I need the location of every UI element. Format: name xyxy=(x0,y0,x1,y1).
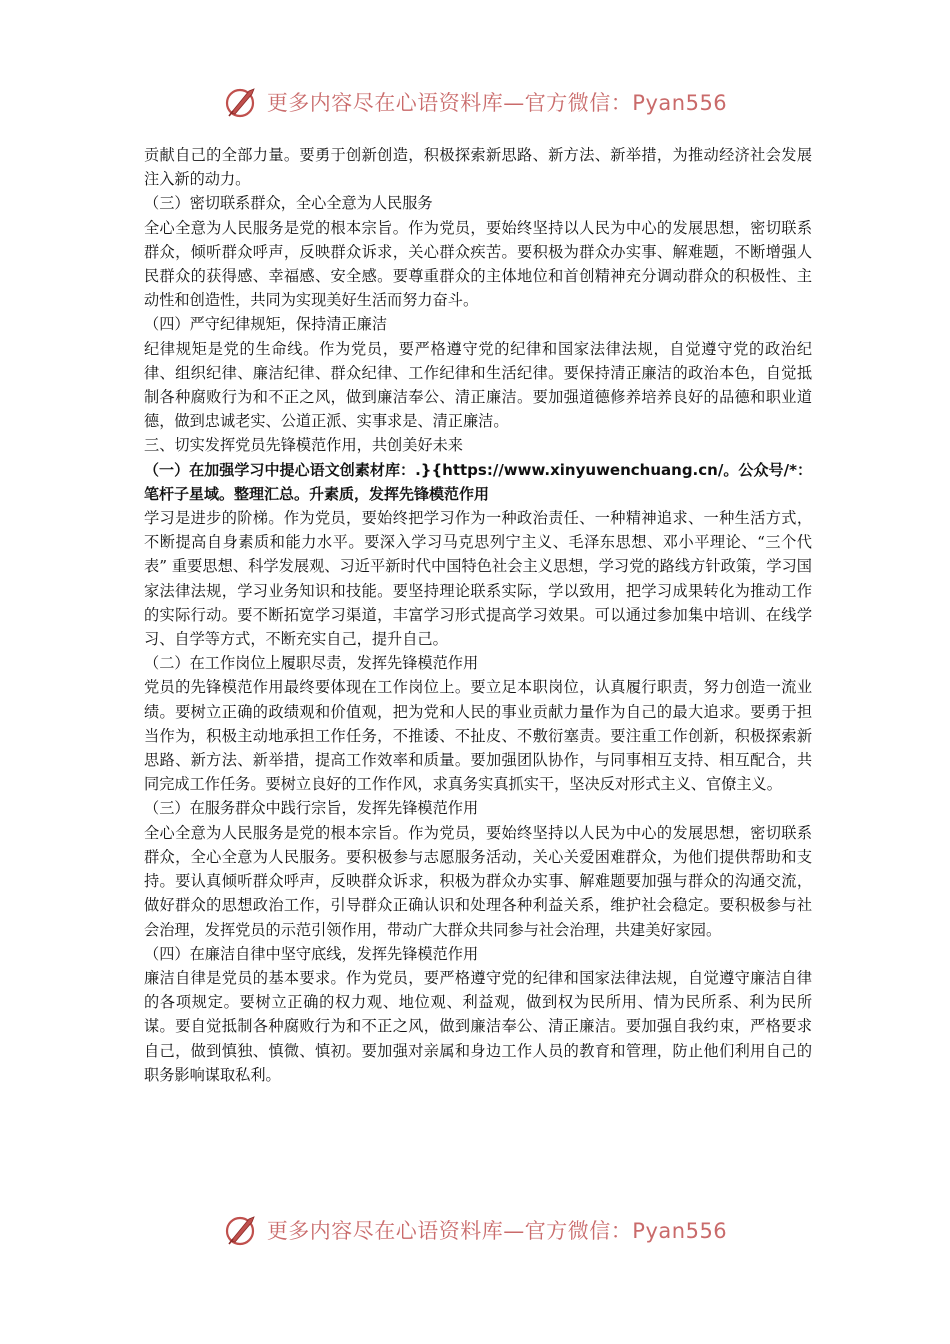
body-paragraph: 全心全意为人民服务是党的根本宗旨。作为党员，要始终坚持以人民为中心的发展思想，密切联系群众，倾听群众呼声，反映群众诉求，关心群众疾苦。要积极为群众办实事、解难题，不断增强人民群众的获得感、幸福感、安全感。要尊重群众的主体地位和首创精神充分调动群众的积极性、主动性和创造性，共同为实现美好生活而努力奋斗。 xyxy=(144,218,812,310)
body-paragraph: 贡献自己的全部力量。要勇于创新创造，积极探索新思路、新方法、新举措，为推动经济社会发展注入新的动力。 xyxy=(144,146,812,189)
banner-text: 更多内容尽在心语资料库—官方微信：Pyan556 xyxy=(266,1219,728,1243)
footer-banner xyxy=(0,1210,950,1250)
body-paragraph: 全心全意为人民服务是党的根本宗旨。作为党员，要始终坚持以人民为中心的发展思想，密切联系群众，全心全意为人民服务。要积极参与志愿服务活动，关心关爱困难群众，为他们提供帮助和支持。要认真倾听群众呼声，反映群众诉求，积极为群众办实事、解难题要加强与群众的沟通交流，做好群众的思想政治工作，引导群众正确认识和处理各种利益关系，维护社会稳定。要积极参与社会治理，发挥党员的示范引领作用，带动广大群众共同参与社会治理，共建美好家园。 xyxy=(144,823,812,939)
quill-pen-icon xyxy=(223,83,261,121)
banner-text: 更多内容尽在心语资料库—官方微信：Pyan556 xyxy=(266,91,728,115)
quill-pen-icon xyxy=(223,1211,261,1249)
section-heading: （三）密切联系群众，全心全意为人民服务 xyxy=(144,194,433,213)
body-paragraph: 学习是进步的阶梯。作为党员，要始终把学习作为一种政治责任、一种精神追求、一种生活方式，不断提高自身素质和能力水平。要深入学习马克思列宁主义、毛泽东思想、邓小平理论、“三个代表” 重要思想、科学发展观、习近平新时代中国特色社会主义思想，学习党的路线方针政策，学习国家法律法规，学习业务知识和技能。要坚持理论联系实际，学以致用，把学习成果转化为推动工作的实际行动。要不断拓宽学习渠道，丰富学习形式提高学习效果。可以通过参加集中培训、在线学习、自学等方式，不断充实自己，提升自己。 xyxy=(144,509,812,649)
bold-heading: （一）在加强学习中提心语文创素材库：.}{https://www.xinyuwenchuang.cn/。公众号/*：笔杆子星域。整理汇总。升素质，发挥先锋模范作用 xyxy=(144,460,812,503)
section-heading: （四）严守纪律规矩，保持清正廉洁 xyxy=(144,315,387,334)
section-heading: （三）在服务群众中践行宗旨，发挥先锋模范作用 xyxy=(144,799,479,818)
header-banner xyxy=(0,82,950,122)
section-heading: （四）在廉洁自律中坚守底线，发挥先锋模范作用 xyxy=(144,944,479,963)
body-paragraph: 廉洁自律是党员的基本要求。作为党员，要严格遵守党的纪律和国家法律法规，自觉遵守廉洁自律的各项规定。要树立正确的权力观、地位观、利益观，做到权为民所用、情为民所系、利为民所谋。要自觉抵制各种腐败行为和不正之风，做到廉洁奉公、清正廉洁。要加强自我约束，严格要求自己，做到慎独、慎微、慎初。要加强对亲属和身边工作人员的教育和管理，防止他们利用自己的职务影响谋取私利。 xyxy=(144,968,812,1084)
body-paragraph: 纪律规矩是党的生命线。作为党员，要严格遵守党的纪律和国家法律法规，自觉遵守党的政治纪律、组织纪律、廉洁纪律、群众纪律、工作纪律和生活纪律。要保持清正廉洁的政治本色，自觉抵制各种腐败行为和不正之风，做到廉洁奉公、清正廉洁。要加强道德修养培养良好的品德和职业道德，做到忠诚老实、公道正派、实事求是、清正廉洁。 xyxy=(144,339,812,431)
section-heading: （二）在工作岗位上履职尽责，发挥先锋模范作用 xyxy=(144,654,479,673)
body-paragraph: 党员的先锋模范作用最终要体现在工作岗位上。要立足本职岗位，认真履行职责，努力创造一流业绩。要树立正确的政绩观和价值观，把为党和人民的事业贡献力量作为自己的最大追求。要勇于担当作为，积极主动地承担工作任务，不推诿、不扯皮、不敷衍塞责。要注重工作创新，积极探索新思路、新方法、新举措，提高工作效率和质量。要加强团队协作，与同事相互支持、相互配合，共同完成工作任务。要树立良好的工作作风，求真务实真抓实干，坚决反对形式主义、官僚主义。 xyxy=(144,678,812,794)
document-body xyxy=(144,143,812,1087)
section-heading: 三、切实发挥党员先锋模范作用，共创美好未来 xyxy=(144,436,463,455)
